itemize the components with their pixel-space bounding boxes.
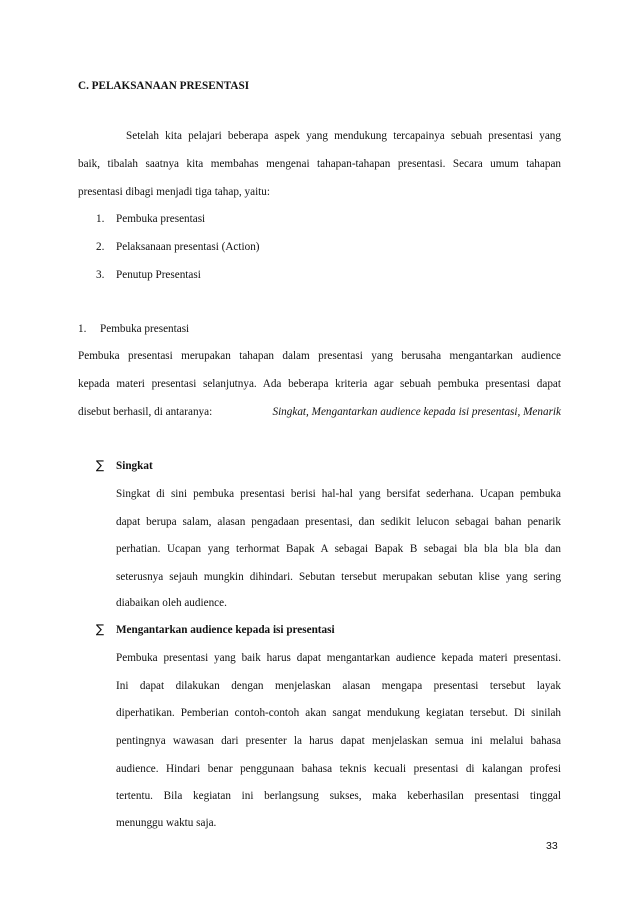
subheading-text: Pembuka presentasi (100, 323, 190, 335)
sub-para-line-1: Pembuka presentasi merupakan tahapan dalam presentasi yang berusaha mengantarkan audience (78, 350, 561, 362)
intro-line-1: Setelah kita pelajari beberapa aspek yang mendukung tercapainya sebuah presentasi yang (126, 130, 561, 142)
stage-2-number: 2. (96, 241, 105, 253)
stage-3-text: Penutup Presentasi (116, 269, 201, 281)
stage-1-text: Pembuka presentasi (116, 213, 206, 225)
section-title: C. PELAKSANAAN PRESENTASI (78, 80, 250, 92)
bullet-2-line-7: menunggu waktu saja. (116, 817, 217, 829)
sigma-bullet-icon: ∑ (96, 622, 105, 636)
criteria-list: Singkat, Mengantarkan audience kepada isi presentasi, Menarik (272, 406, 561, 418)
sub-para-line-3 (78, 405, 561, 419)
bullet-2-line-2: Ini dapat dilakukan dengan menjelaskan alasan mengapa presentasi tersebut layak (116, 680, 561, 692)
stage-1-number: 1. (96, 213, 105, 225)
bullet-1-line-2: dapat berupa salam, alasan pengadaan presentasi, dan sedikit lelucon sebagai bahan penarik (116, 516, 561, 528)
bullet-1-line-5: diabaikan oleh audience. (116, 597, 227, 609)
intro-line-2: baik, tibalah saatnya kita membahas mengenai tahapan-tahapan presentasi. Secara umum tahapan (78, 158, 561, 170)
stage-2-text: Pelaksanaan presentasi (Action) (116, 241, 260, 253)
sub-para-line-2: kepada materi presentasi selanjutnya. Ada beberapa kriteria agar sebuah pembuka presentasi dapat (78, 378, 561, 390)
bullet-2-line-3: diperhatikan. Pemberian contoh-contoh akan sangat mendukung kegiatan tersebut. Di sinilah (116, 707, 561, 719)
subheading-number: 1. (78, 323, 87, 335)
sigma-bullet-icon: ∑ (96, 458, 105, 472)
bullet-2-title: Mengantarkan audience kepada isi presentasi (116, 624, 335, 636)
bullet-2-line-1: Pembuka presentasi yang baik harus dapat mengantarkan audience kepada materi presentasi. (116, 652, 561, 664)
bullet-2-line-5: audience. Hindari benar penggunaan bahasa teknis kecuali presentasi di kalangan profesi (116, 763, 561, 775)
intro-line-3: presentasi dibagi menjadi tiga tahap, yaitu: (78, 186, 270, 198)
bullet-1-line-3: perhatian. Ucapan yang terhormat Bapak A sebagai Bapak B sebagai bla bla bla bla dan (116, 543, 561, 555)
bullet-1-title: Singkat (116, 460, 153, 472)
bullet-2-line-4: pentingnya wawasan dari presenter la harus dapat menjelaskan semua ini melalui bahasa (116, 735, 561, 747)
sub-para-line-3-plain: disebut berhasil, di antaranya: (78, 406, 213, 418)
bullet-1-line-4: seterusnya sejauh mungkin dihindari. Sebutan tersebut merupakan sebutan klise yang sering (116, 571, 561, 583)
bullet-1-line-1: Singkat di sini pembuka presentasi berisi hal-hal yang bersifat sederhana. Ucapan pembuka (116, 488, 561, 500)
stage-3-number: 3. (96, 269, 105, 281)
bullet-2-line-6: tertentu. Bila kegiatan ini berlangsung sukses, maka keberhasilan presentasi tinggal (116, 790, 561, 802)
page-number: 33 (546, 840, 558, 852)
